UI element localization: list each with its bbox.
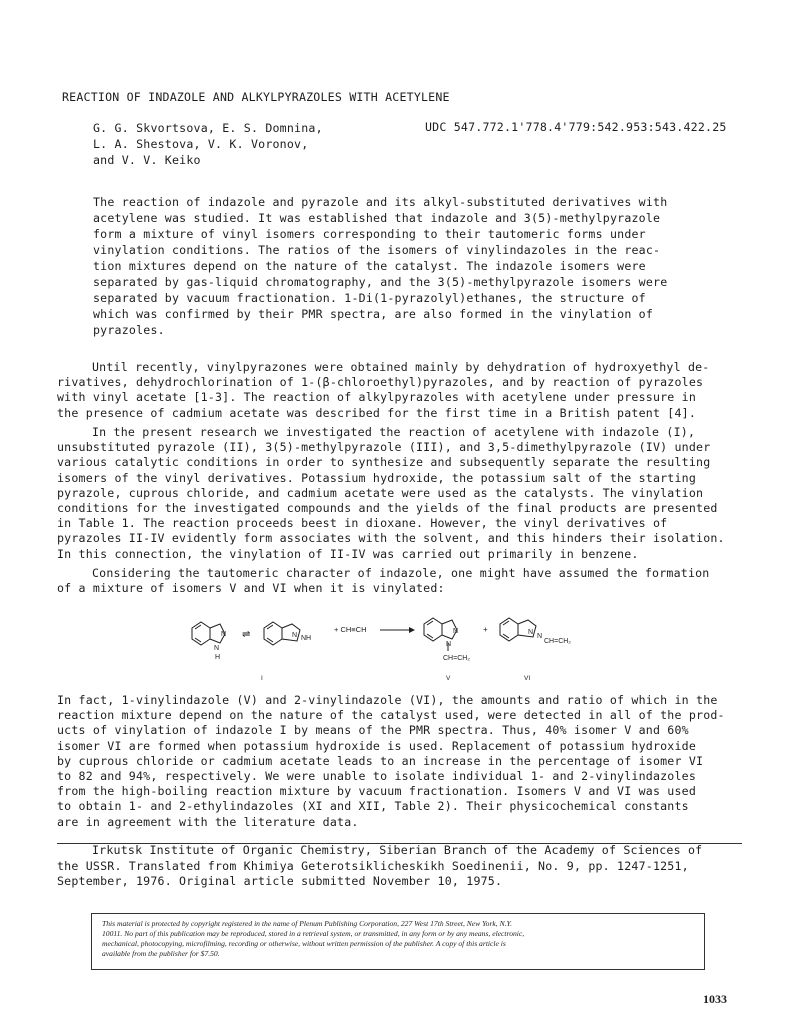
paragraph-line: various catalytic conditions in order to synthesize and subsequently separate the resulting — [57, 455, 711, 470]
compound-label-v: V — [446, 675, 451, 682]
udc-code: UDC 547.772.1'778.4'779:542.953:543.422.25 — [425, 120, 727, 134]
abstract-line: form a mixture of vinyl isomers corresponding to their tautomeric forms under — [93, 227, 646, 241]
reaction-arrowhead — [409, 627, 415, 633]
author-list — [93, 120, 323, 168]
abstract-line: The reaction of indazole and pyrazole and its alkyl-substituted derivatives with — [93, 195, 668, 209]
paragraph-vinylindazoles — [57, 693, 742, 830]
paragraph-present-research — [57, 425, 742, 562]
abstract-line: separated by gas-liquid chromatography, and the 3(5)-methylpyrazole isomers were — [93, 275, 668, 289]
footnote-line: Irkutsk Institute of Organic Chemistry, Siberian Branch of the Academy of Sciences of — [92, 843, 703, 857]
nitrogen-label: N — [214, 645, 220, 652]
copyright-line: available from the publisher for $7.50. — [102, 949, 220, 958]
paragraph-line: conditions for the investigated compounds and the yields of the final products are presented — [57, 501, 718, 516]
nitrogen-label: N — [537, 633, 543, 640]
paragraph-line: to obtain 1- and 2-ethylindazoles (XI and XII, Table 2). Their physicochemical constants — [57, 799, 689, 814]
paragraph-line: Considering the tautomeric character of indazole, one might have assumed the formation — [92, 566, 710, 580]
paragraph-line: of a mixture of isomers V and VI when it is vinylated: — [57, 581, 445, 596]
paragraph-line: ucts of vinylation of indazole I by means of the PMR spectra. Thus, 40% isomer V and 60% — [57, 723, 689, 738]
footnote-line: September, 1976. Original article submitted November 10, 1975. — [57, 874, 503, 888]
paragraph-line: to 82 and 94%, respectively. We were unable to isolate individual 1- and 2-vinylindazoles — [57, 769, 697, 784]
abstract — [93, 194, 705, 338]
vinyl-group-label: CH=CH₂ — [443, 655, 471, 662]
paragraph-line: are in agreement with the literature data. — [57, 814, 359, 829]
paragraph-tautomeric — [57, 566, 742, 596]
vinyl-group-label: CH=CH₂ — [544, 638, 572, 645]
affiliation-footnote — [57, 843, 742, 890]
author-line: and V. V. Keiko — [93, 153, 201, 167]
compound-label-vi: VI — [524, 675, 531, 682]
hydrogen-label: H — [215, 654, 221, 661]
nitrogen-label: N — [528, 629, 534, 636]
nh-label: NH — [301, 635, 312, 642]
paragraph-line: In fact, 1-vinylindazole (V) and 2-vinylindazole (VI), the amounts and ratio of which in the — [57, 693, 718, 707]
compound-label-i: I — [261, 675, 263, 682]
paragraph-line: In the present research we investigated the reaction of acetylene with indazole (I), — [92, 425, 696, 439]
page-number: 1033 — [703, 992, 727, 1006]
article-title: REACTION OF INDAZOLE AND ALKYLPYRAZOLES WITH ACETYLENE — [62, 90, 450, 104]
paragraph-line: pyrazoles II-IV evidently form associates with the solvent, and this hinders their isolation. — [57, 531, 725, 546]
equilibrium-sign: ⇌ — [242, 629, 251, 640]
paragraph-line: unsubstituted pyrazole (II), 3(5)-methylpyrazole (III), and 3,5-dimethylpyrazole (IV) under — [57, 440, 711, 455]
abstract-line: separated by vacuum fractionation. 1-Di(1-pyrazolyl)ethanes, the structure of — [93, 291, 646, 305]
author-line: L. A. Shestova, V. K. Voronov, — [93, 137, 309, 151]
plus-sign: + — [483, 625, 488, 634]
paragraph-line: isomers of the vinyl derivatives. Potassium hydroxide, the potassium salt of the starting — [57, 470, 697, 485]
abstract-line: which was confirmed by their PMR spectra, are also formed in the vinylation of — [93, 307, 654, 321]
paragraph-line: with vinyl acetate [1-3]. The reaction of alkylpyrazoles with acetylene under pressure in — [57, 390, 697, 405]
paragraph-line: isomer VI are formed when potassium hydroxide is used. Replacement of potassium hydroxide — [57, 738, 697, 753]
acetylene-reagent: + CH≡CH — [334, 625, 367, 634]
nitrogen-label: N — [292, 632, 298, 639]
abstract-line: acetylene was studied. It was established that indazole and 3(5)-methylpyrazole — [93, 211, 661, 225]
paragraph-line: rivatives, dehydrochlorination of 1-(β-chloroethyl)pyrazoles, and by reaction of pyrazoles — [57, 375, 704, 390]
paragraph-line: by cuprous chloride or cadmium acetate leads to an increase in the percentage of isomer VI — [57, 753, 704, 768]
paragraph-line: reaction mixture depend on the nature of the catalyst used, were detected in all of the prod- — [57, 708, 725, 723]
abstract-line: tion mixtures depend on the nature of the catalyst. The indazole isomers were — [93, 259, 646, 273]
nitrogen-label: N — [221, 631, 227, 638]
copyright-line: 10011. No part of this publication may be reproduced, stored in a retrieval system, or transmitted, in any form or by any means, electronic, — [102, 929, 525, 938]
abstract-line: vinylation conditions. The ratios of the isomers of vinylindazoles in the reac- — [93, 243, 661, 257]
paragraph-intro — [57, 360, 742, 421]
copyright-line: This material is protected by copyright registered in the name of Plenum Publishing Corporation, 227 West 17th Street, New York, N.Y. — [102, 919, 512, 928]
copyright-line: mechanical, photocopying, microfilming, recording or otherwise, without written permission of the publisher. A copy of this article is — [102, 939, 506, 948]
copyright-notice — [91, 913, 705, 970]
nitrogen-label: N — [453, 628, 459, 635]
footnote-line: the USSR. Translated from Khimiya Geterotsiklicheskikh Soedinenii, No. 9, pp. 1247-1251, — [57, 858, 689, 873]
author-line: G. G. Skvortsova, E. S. Domnina, — [93, 121, 323, 135]
paragraph-line: Until recently, vinylpyrazones were obtained mainly by dehydration of hydroxyethyl de- — [92, 360, 710, 374]
paragraph-line: in Table 1. The reaction proceeds beest in dioxane. However, the vinyl derivatives of — [57, 516, 668, 531]
paragraph-line: from the high-boiling reaction mixture by vacuum fractionation. Isomers V and VI was used — [57, 784, 697, 799]
paragraph-line: pyrazole, cuprous chloride, and cadmium acetate were used as the catalysts. The vinylation — [57, 485, 704, 500]
abstract-line: pyrazoles. — [93, 323, 165, 337]
paragraph-line: In this connection, the vinylation of II-IV was carried out primarily in benzene. — [57, 546, 639, 561]
nitrogen-label: N — [446, 641, 452, 648]
reaction-scheme — [184, 608, 604, 684]
paragraph-line: the presence of cadmium acetate was described for the first time in a British patent [4]. — [57, 405, 697, 420]
